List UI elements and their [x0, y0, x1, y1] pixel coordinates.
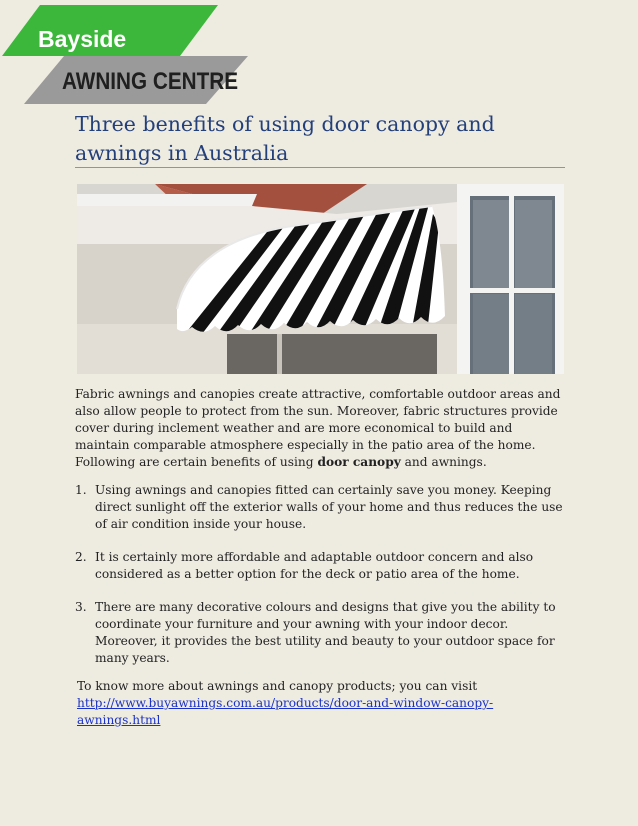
list-item-text: It is certainly more affordable and adaptable outdoor concern and also considered as a better option for the deck or patio area of the home.: [95, 550, 534, 581]
outro-text: To know more about awnings and canopy products; you can visit: [77, 679, 478, 693]
list-item: [75, 549, 565, 583]
bayside-awning-centre-logo: [0, 0, 245, 110]
list-item: [75, 482, 565, 533]
intro-text-end: and awnings.: [400, 455, 487, 469]
list-item-text: Using awnings and canopies fitted can certainly save you money. Keeping direct sunlight off the exterior walls of your home and thus reduces the use of air condition inside your house.: [95, 483, 563, 531]
list-item: [75, 599, 565, 667]
list-item-number: 2.: [75, 550, 87, 564]
title-divider: [75, 167, 565, 168]
list-item-number: 3.: [75, 600, 87, 614]
door-canopy-keyword: door canopy: [317, 455, 401, 469]
logo-line1: Bayside: [38, 26, 127, 52]
product-link[interactable]: http://www.buyawnings.com.au/products/door-and-window-canopy-awnings.html: [77, 696, 494, 727]
list-item-number: 1.: [75, 483, 87, 497]
logo-line2: AWNING CENTRE: [62, 68, 238, 95]
outro-paragraph: [77, 678, 565, 729]
benefits-list: [75, 482, 565, 667]
intro-text: Fabric awnings and canopies create attractive, comfortable outdoor areas and also allow people to protect from the sun. Moreover, fabric structures provide cover during inclement weather and are more economical to build and maintain comparable atmosphere especially in the patio area of the home. Following are certain benefits of using: [75, 387, 561, 469]
page-title: Three benefits of using door canopy and awnings in Australia: [75, 112, 495, 165]
intro-paragraph: [75, 386, 565, 471]
striped-awning-photo: [77, 184, 564, 374]
list-item-text: There are many decorative colours and designs that give you the ability to coordinate your furniture and your awning with your indoor decor. Moreover, it provides the best utility and beauty to your outdoor space for many years.: [95, 600, 556, 665]
